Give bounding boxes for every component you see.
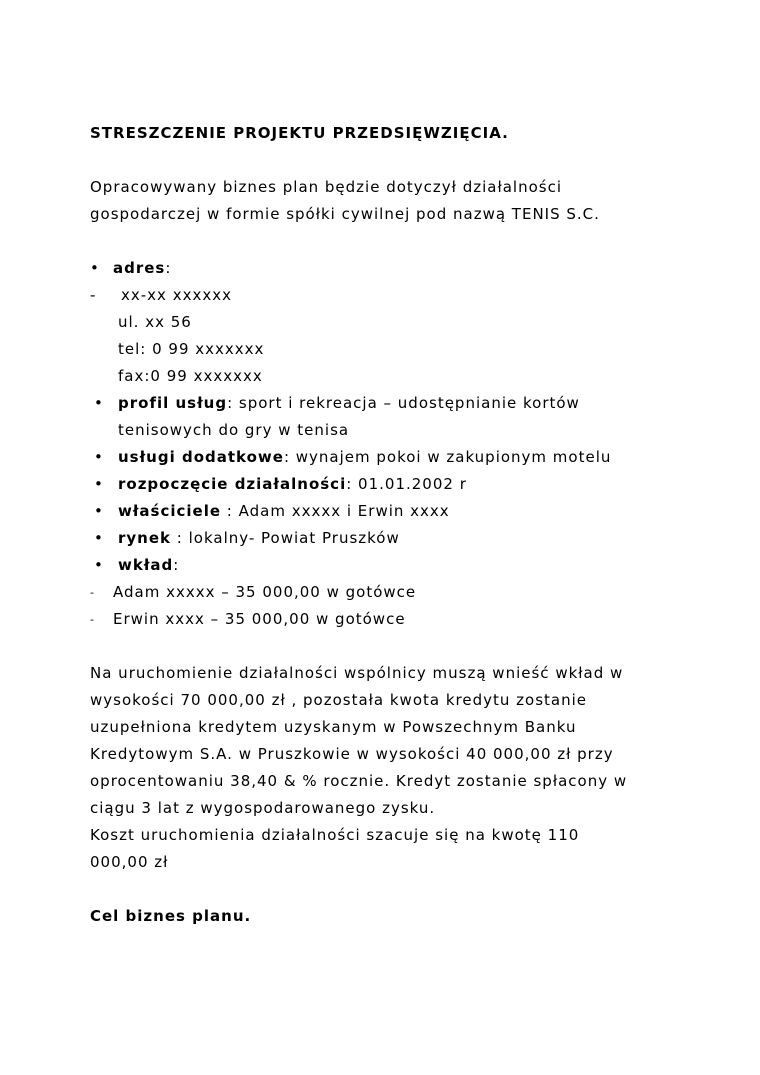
paragraph-line-3: uzupełniona kredytem uzyskanym w Powszechnym Banku [90, 718, 577, 736]
paragraph-line-2: wysokości 70 000,00 zł , pozostała kwota kredytu zostanie [90, 691, 587, 709]
bullet-icon: • [94, 556, 104, 574]
bullet-icon: • [94, 529, 104, 547]
paragraph-line-7: Koszt uruchomienia działalności szacuje się na kwotę 110 [90, 826, 580, 844]
bullet-uslugi-dodatkowe: • usługi dodatkowe: wynajem pokoi w zakupionym motelu [90, 444, 680, 471]
bullet-profil-uslug-cont: tenisowych do gry w tenisa [118, 421, 350, 439]
bullet-address [90, 255, 680, 282]
bullet-icon: • [94, 448, 104, 466]
document-heading: STRESZCZENIE PROJEKTU PRZEDSIĘWZIĘCIA. [90, 124, 509, 142]
paragraph-line-4: Kredytowym S.A. w Pruszkowie w wysokości 40 000,00 zł przy [90, 745, 614, 763]
address-line-1: - xx-xx xxxxxx [90, 282, 680, 309]
address-line-4: fax:0 99 xxxxxxx [118, 367, 263, 385]
contribution-erwin: - Erwin xxxx – 35 000,00 w gotówce [90, 606, 680, 633]
bullet-icon: • [94, 475, 104, 493]
address-label: adres [113, 259, 166, 277]
bullet-wklad: • wkład: [90, 552, 680, 579]
address-line-3: tel: 0 99 xxxxxxx [118, 340, 265, 358]
dash-icon: - [90, 586, 95, 599]
contribution-adam: - Adam xxxxx – 35 000,00 w gotówce [90, 579, 680, 606]
document-page [90, 120, 680, 930]
address-suffix: : [165, 259, 172, 277]
bullet-rynek: • rynek : lokalny- Powiat Pruszków [90, 525, 680, 552]
paragraph-line-1: Na uruchomienie działalności wspólnicy muszą wnieść wkład w [90, 664, 624, 682]
address-line-2: ul. xx 56 [118, 313, 192, 331]
paragraph-line-8: 000,00 zł [90, 853, 169, 871]
bullet-wlasciciele: • właściciele : Adam xxxxx i Erwin xxxx [90, 498, 680, 525]
intro-line-1: Opracowywany biznes plan będzie dotyczył działalności [90, 178, 562, 196]
bullet-profil-uslug: • profil usług: sport i rekreacja – udostępnianie kortów [90, 390, 680, 417]
section-title: Cel biznes planu. [90, 907, 252, 925]
bullet-icon: • [94, 502, 104, 520]
intro-line-2: gospodarczej w formie spółki cywilnej pod nazwą TENIS S.C. [90, 205, 600, 223]
paragraph-line-5: oprocentowaniu 38,40 & % rocznie. Kredyt zostanie spłacony w [90, 772, 628, 790]
dash-icon: - [90, 613, 95, 626]
paragraph-line-6: ciągu 3 lat z wygospodarowanego zysku. [90, 799, 436, 817]
bullet-icon: • [90, 259, 100, 277]
dash-icon: - [90, 286, 97, 304]
bullet-rozpoczecie: • rozpoczęcie działalności: 01.01.2002 r [90, 471, 680, 498]
bullet-icon: • [94, 394, 104, 412]
